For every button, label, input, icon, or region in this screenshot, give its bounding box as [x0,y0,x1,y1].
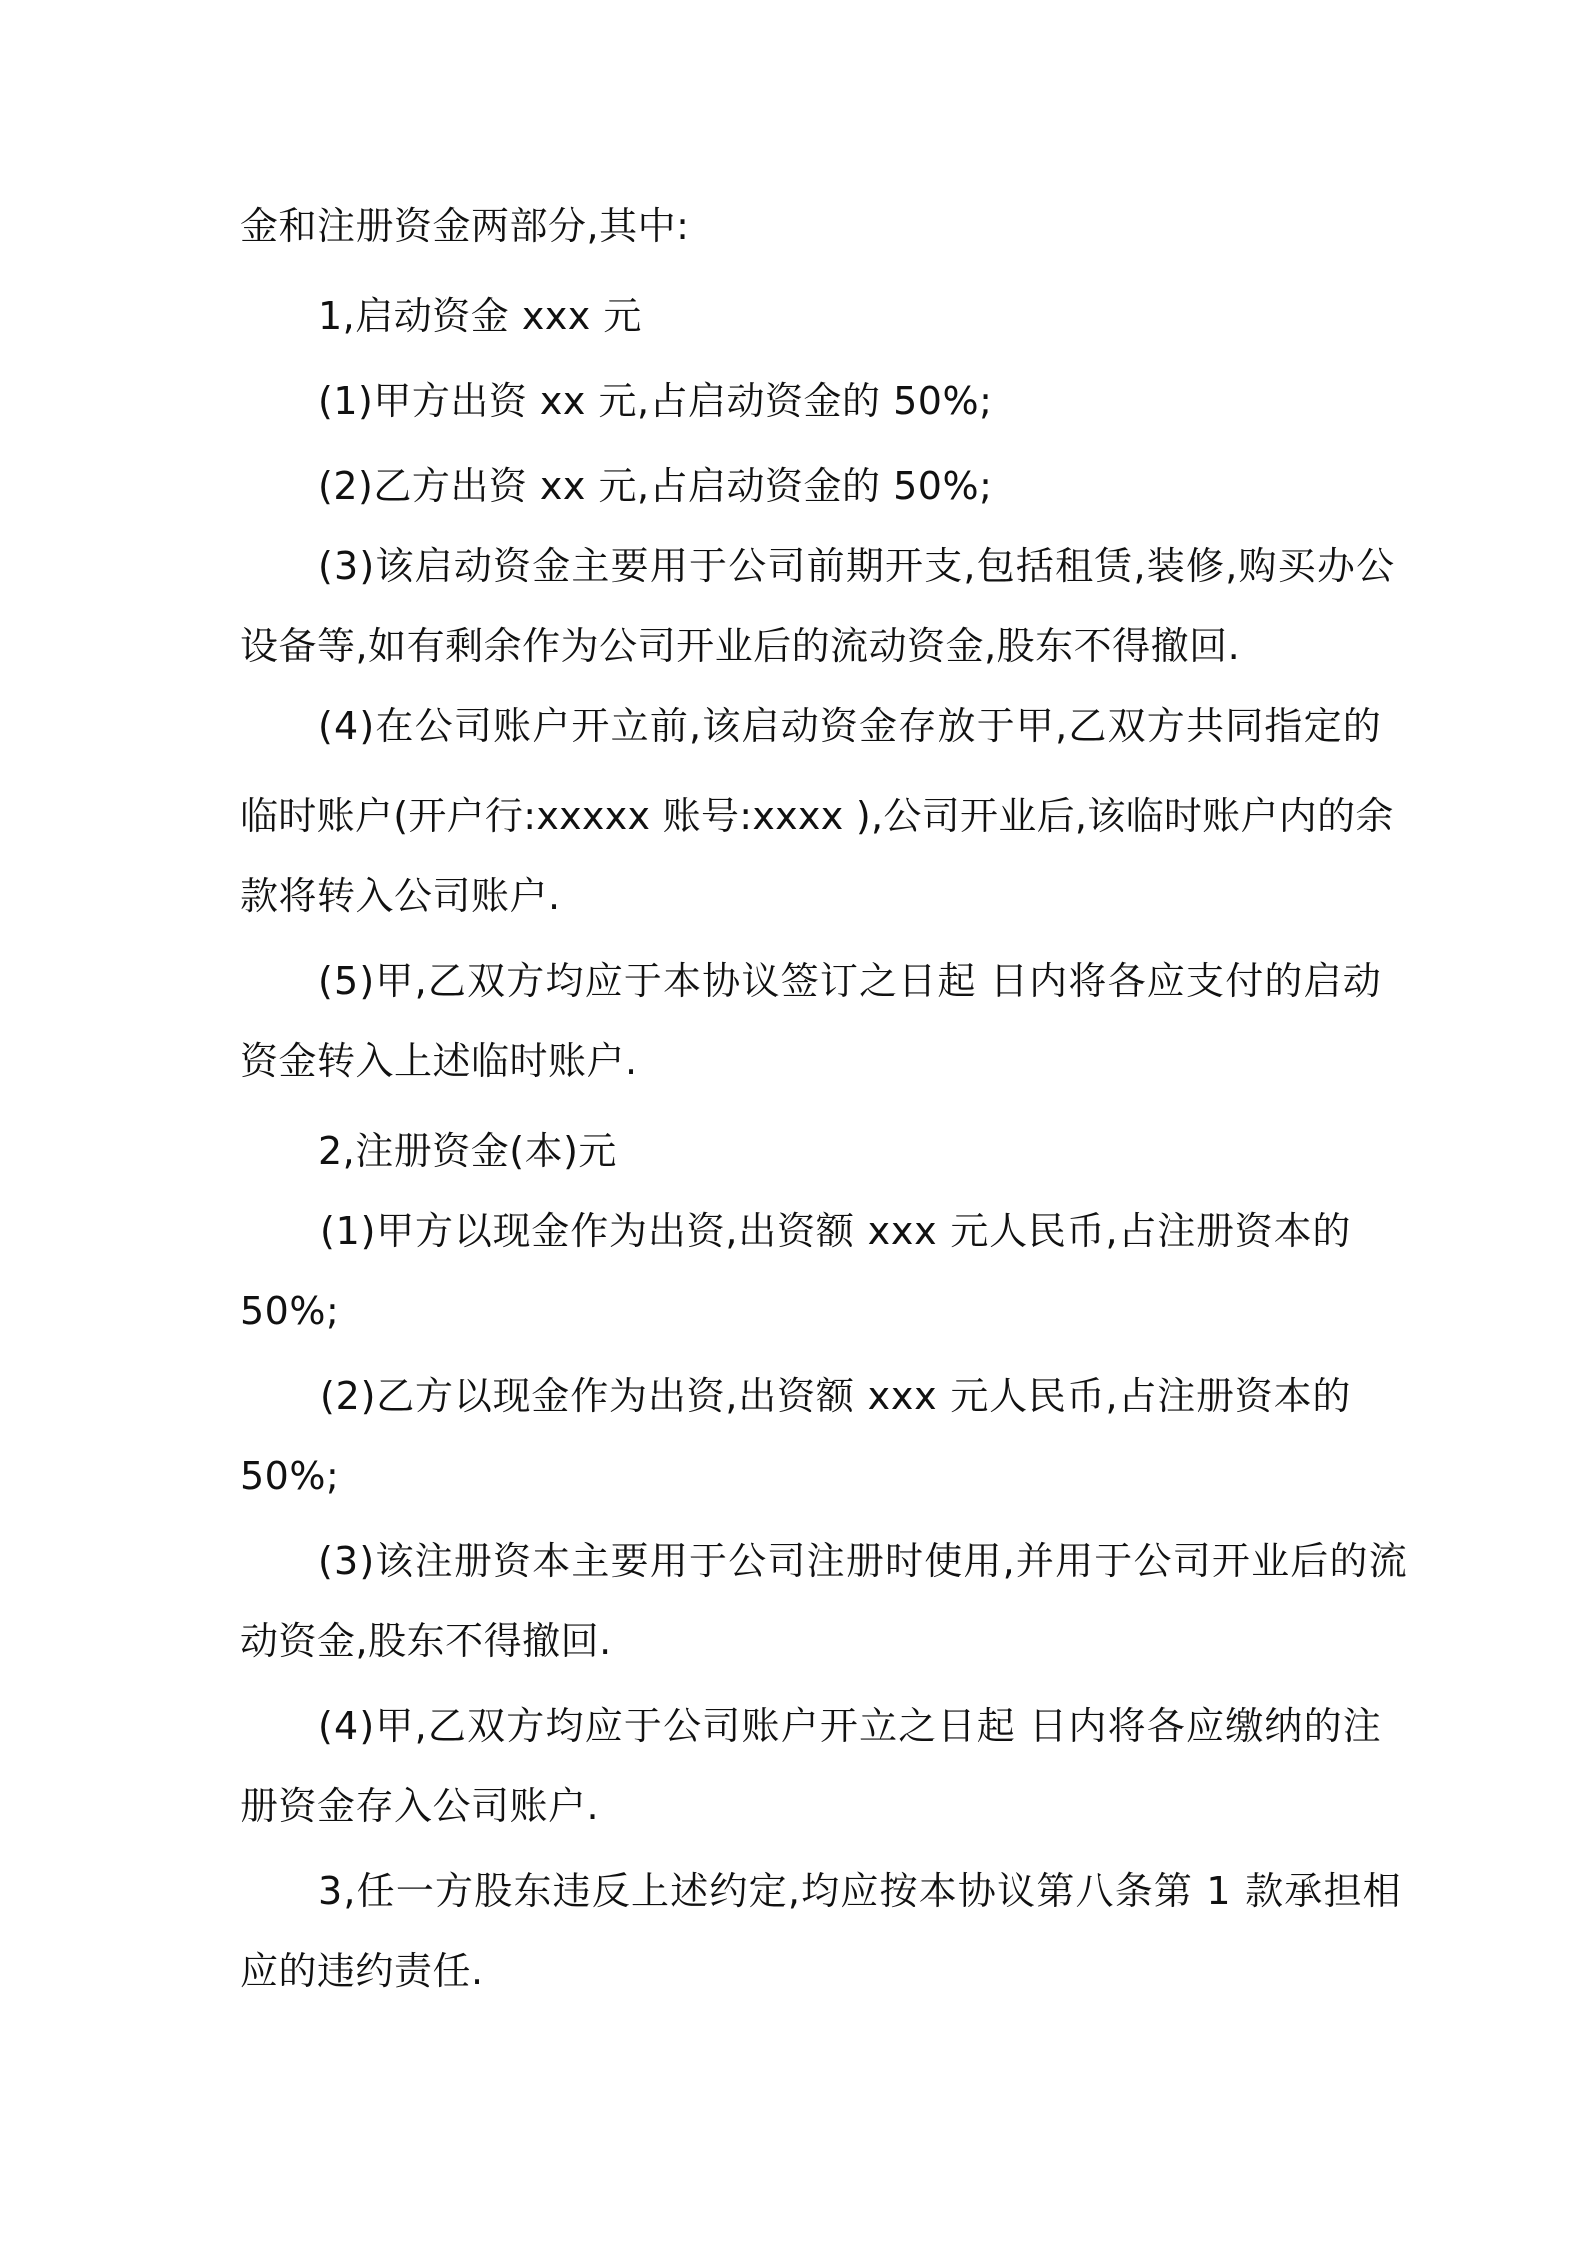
text-line: (2)乙方出资 xx 元,占启动资金的 50%; [318,464,993,508]
text-line: (2)乙方以现金作为出资,出资额 xxx 元人民币,占注册资本的 [320,1374,1352,1418]
text-line: 3,任一方股东违反上述约定,均应按本协议第八条第 1 款承担相 [318,1869,1402,1913]
text-line: 临时账户(开户行:xxxxx 账号:xxxx ),公司开业后,该临时账户内的余 [240,794,1394,838]
text-line: (3)该启动资金主要用于公司前期开支,包括租赁,装修,购买办公 [318,544,1396,588]
text-line: (1)甲方以现金作为出资,出资额 xxx 元人民币,占注册资本的 [320,1209,1352,1253]
text-line: 金和注册资金两部分,其中: [240,204,690,248]
text-line: 资金转入上述临时账户. [240,1039,638,1083]
text-line: (5)甲,乙双方均应于本协议签订之日起 日内将各应支付的启动 [318,959,1382,1003]
text-line: 2,注册资金(本)元 [318,1129,617,1173]
text-line: 册资金存入公司账户. [240,1784,600,1828]
text-line: 应的违约责任. [240,1949,484,1993]
text-line: (3)该注册资本主要用于公司注册时使用,并用于公司开业后的流 [318,1539,1408,1583]
text-line: 50%; [240,1289,340,1333]
text-line: 1,启动资金 xxx 元 [318,294,642,338]
text-line: (1)甲方出资 xx 元,占启动资金的 50%; [318,379,993,423]
text-line: 动资金,股东不得撤回. [240,1619,612,1663]
text-line: 款将转入公司账户. [240,874,561,918]
text-line: 50%; [240,1454,340,1498]
text-line: (4)甲,乙双方均应于公司账户开立之日起 日内将各应缴纳的注 [318,1704,1382,1748]
text-line: 设备等,如有剩余作为公司开业后的流动资金,股东不得撤回. [240,624,1241,668]
text-line: (4)在公司账户开立前,该启动资金存放于甲,乙双方共同指定的 [318,704,1382,748]
